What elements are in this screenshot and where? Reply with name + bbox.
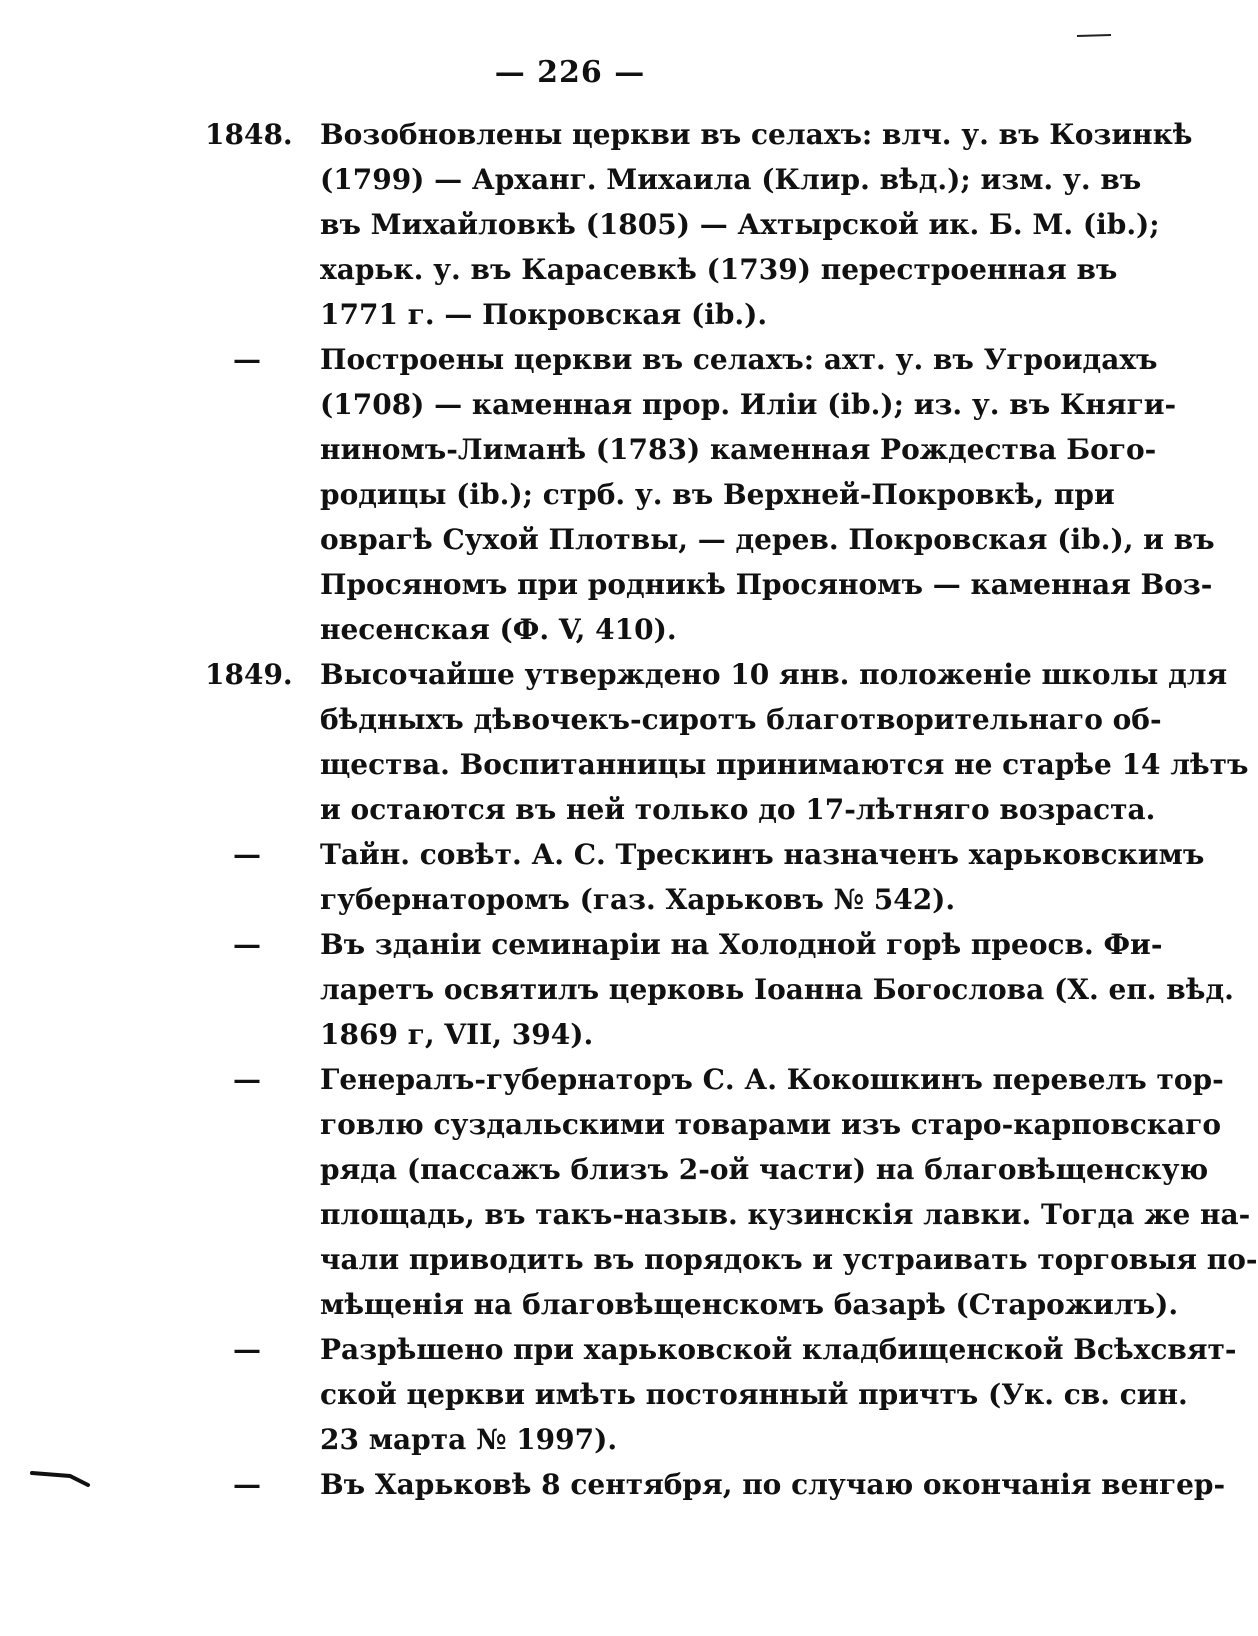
chronicle-entry (205, 1057, 1258, 1327)
entry-year: 1848. (205, 118, 293, 151)
entry-text-line: 1869 г, VII, 394). (320, 1018, 594, 1051)
entry-text-line: 23 марта № 1997). (320, 1423, 618, 1456)
entry-text-line: ниномъ-Лиманѣ (1783) каменная Рождества Бого- (320, 433, 1157, 466)
entry-text-line: Разрѣшено при харьковской кладбищенской Всѣхсвят- (320, 1333, 1237, 1366)
entry-text-line: въ Михайловкѣ (1805) — Ахтырской ик. Б. М. (ib.); (320, 208, 1160, 241)
entry-text-line: родицы (ib.); стрб. у. въ Верхней-Покровкѣ, при (320, 478, 1115, 511)
entry-text-line: щества. Воспитанницы принимаются не старѣе 14 лѣтъ (320, 748, 1249, 781)
entry-text-line: (1799) — Арханг. Михаила (Клир. вѣд.); изм. у. въ (320, 163, 1142, 196)
entry-text-line: губернаторомъ (газ. Харьковъ № 542). (320, 883, 956, 916)
entry-text-line: мѣщенія на благовѣщенскомъ базарѣ (Старожилъ). (320, 1288, 1179, 1321)
entry-dash-marker: — (233, 1468, 261, 1501)
entry-text-line: чали приводить въ порядокъ и устраивать торговыя по- (320, 1243, 1258, 1276)
entry-text-line: Построены церкви въ селахъ: ахт. у. въ Угроидахъ (320, 343, 1158, 376)
entry-text-line: ской церкви имѣть постоянный причтъ (Ук. св. син. (320, 1378, 1188, 1411)
chronicle-entry (205, 1462, 1226, 1507)
entry-dash-marker: — (233, 343, 261, 376)
chronicle-entry (205, 652, 1249, 832)
entry-dash-marker: — (233, 838, 261, 871)
chronicle-entry (205, 337, 1215, 652)
page-number: — 226 — (494, 55, 646, 90)
entry-text-line: 1771 г. — Покровская (ib.). (320, 298, 768, 331)
entry-text-line: бѣдныхъ дѣвочекъ-сиротъ благотворительнаго об- (320, 703, 1162, 736)
entry-dash-marker: — (233, 928, 261, 961)
corner-ink-mark (1075, 30, 1113, 40)
entry-text-line: оврагѣ Сухой Плотвы, — дерев. Покровская (ib.), и въ (320, 523, 1215, 556)
entry-text-line: Въ зданіи семинаріи на Холодной горѣ преосв. Фи- (320, 928, 1163, 961)
entry-year: 1849. (205, 658, 293, 691)
entry-text-line: Генералъ-губернаторъ С. А. Кокошкинъ перевелъ тор- (320, 1063, 1224, 1096)
entry-text-line: площадь, въ такъ-назыв. кузинскія лавки. Тогда же на- (320, 1198, 1251, 1231)
entry-text-line: (1708) — каменная прор. Иліи (ib.); из. у. въ Княги- (320, 388, 1177, 421)
entry-text-line: Тайн. совѣт. А. С. Трескинъ назначенъ харьковскимъ (320, 838, 1205, 871)
entry-dash-marker: — (233, 1333, 261, 1366)
entry-text-line: Высочайше утверждено 10 янв. положеніе школы для (320, 658, 1228, 691)
chronicle-entries (205, 112, 1258, 1507)
entry-dash-marker: — (233, 1063, 261, 1096)
entry-text-line: Въ Харьковѣ 8 сентября, по случаю окончанія венгер- (320, 1468, 1226, 1501)
entry-text-line: говлю суздальскими товарами изъ старо-карповскаго (320, 1108, 1222, 1141)
entry-text-line: Возобновлены церкви въ селахъ: влч. у. въ Козинкѣ (320, 118, 1193, 151)
entry-text-line: харьк. у. въ Карасевкѣ (1739) перестроенная въ (320, 253, 1118, 286)
entry-text-line: несенская (Ф. V, 410). (320, 613, 677, 646)
chronicle-entry (205, 112, 1193, 337)
entry-text-line: и остаются въ ней только до 17-лѣтняго возраста. (320, 793, 1156, 826)
margin-ink-stroke (30, 1470, 100, 1488)
entry-text-line: Просяномъ при родникѣ Просяномъ — каменная Воз- (320, 568, 1213, 601)
entry-text-line: ларетъ освятилъ церковь Іоанна Богослова (Х. еп. вѣд. (320, 973, 1234, 1006)
chronicle-entry (205, 832, 1205, 922)
chronicle-entry (205, 1327, 1237, 1462)
entry-text-line: ряда (пассажъ близъ 2-ой части) на благовѣщенскую (320, 1153, 1209, 1186)
chronicle-entry (205, 922, 1234, 1057)
